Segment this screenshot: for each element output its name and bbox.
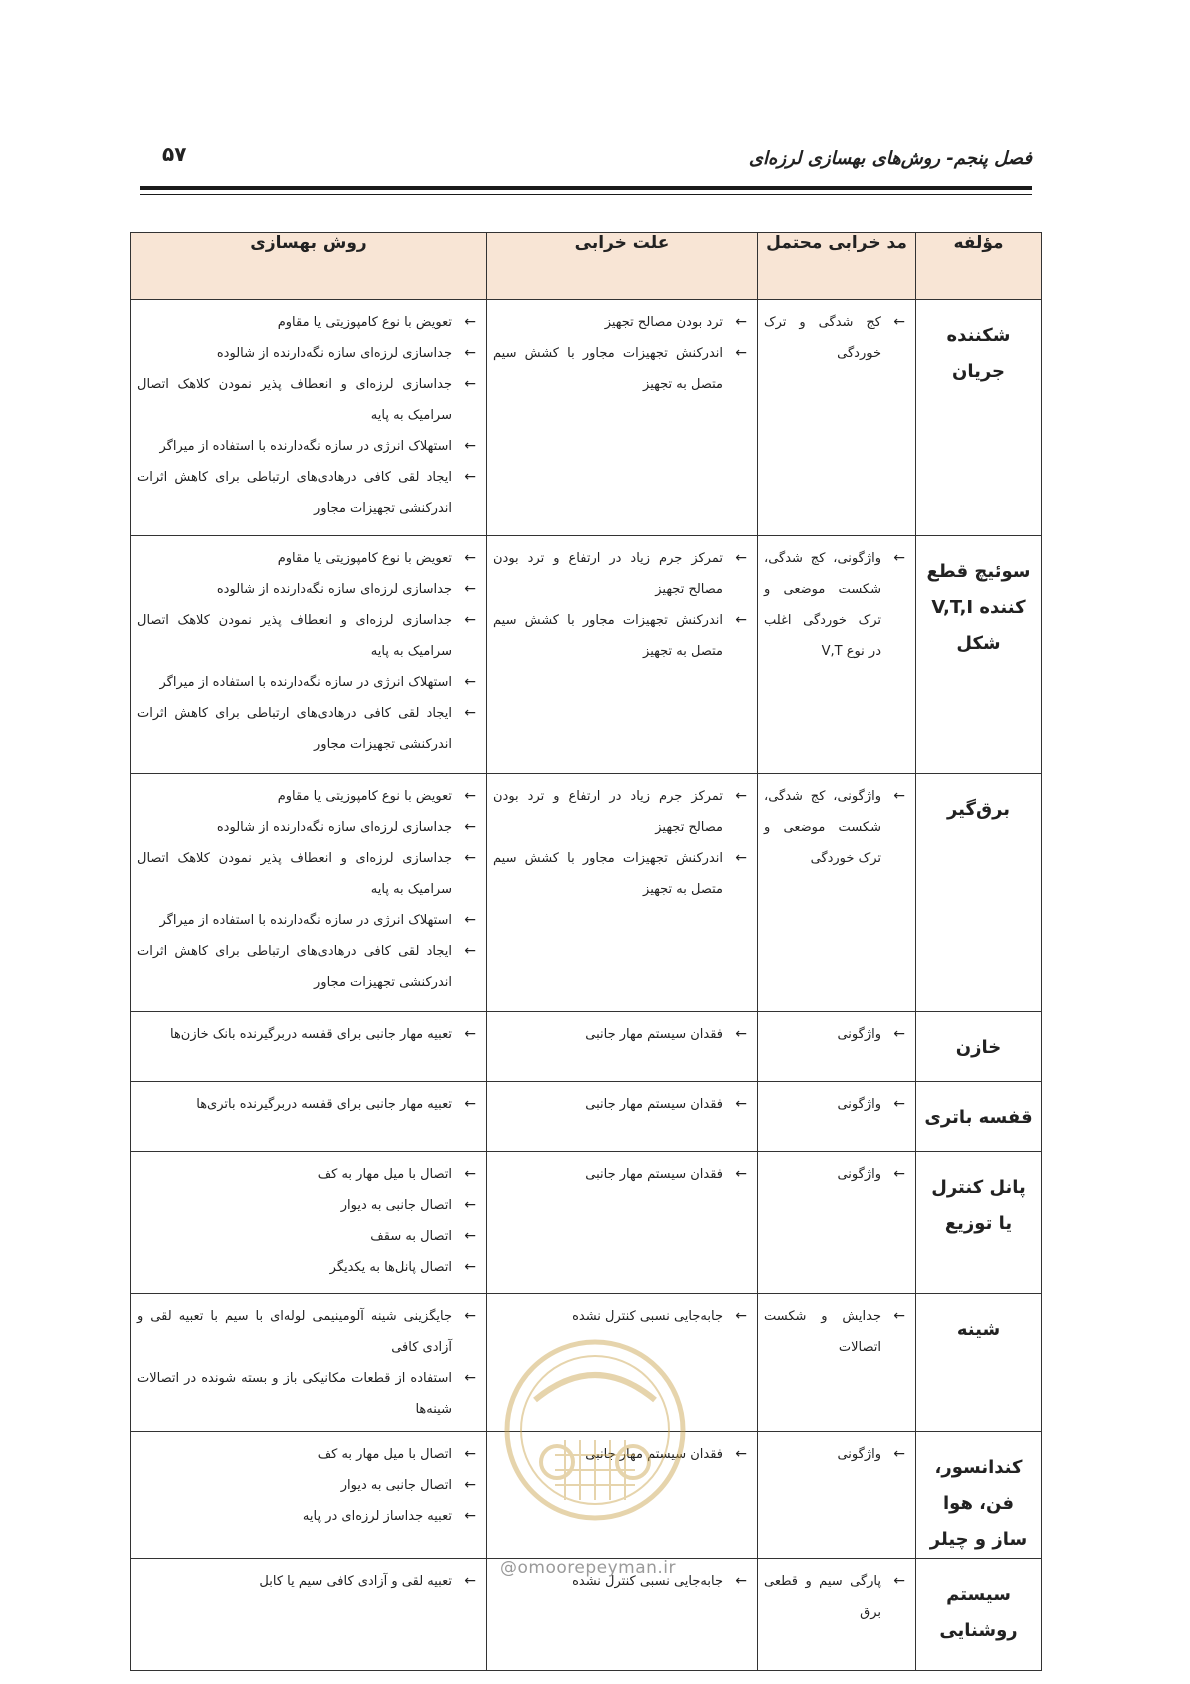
failure-mode-cell: [758, 1152, 916, 1294]
method-list: [131, 1012, 486, 1056]
list-item: [493, 307, 749, 338]
list-item: [137, 462, 478, 524]
failure-mode-list: [758, 774, 915, 880]
list-item: [764, 307, 907, 369]
table-row: [131, 1152, 1042, 1294]
arrow-left-icon: ←: [464, 1308, 476, 1324]
list-item: [493, 543, 749, 605]
author-label: خازن: [955, 1037, 1002, 1058]
cause-list: [487, 1012, 757, 1056]
table-row: [131, 1294, 1042, 1432]
arrow-left-icon: ←: [464, 819, 476, 835]
failure-mode-list: [758, 1432, 915, 1476]
list-item: [137, 1252, 478, 1283]
arrow-left-icon: ←: [464, 1166, 476, 1182]
arrow-left-icon: ←: [893, 1308, 905, 1324]
method-text: تعبیه جداساز لرزه‌ای در پایه: [302, 1509, 452, 1524]
cause-text: فقدان سیستم مهار جانبی: [585, 1167, 723, 1182]
list-item: [137, 338, 478, 369]
cause-list: [487, 536, 757, 673]
method-cell: [131, 1082, 487, 1152]
arrow-left-icon: ←: [464, 1573, 476, 1589]
method-text: تعویض با نوع کامپوزیتی یا مقاوم: [277, 789, 452, 804]
list-item: [137, 431, 478, 462]
failure-mode-text: واژگونی: [837, 1027, 881, 1042]
cause-text: تمرکز جرم زیاد در ارتفاع و ترد بودن مصالح تجهیز: [493, 551, 723, 597]
table-row: [131, 536, 1042, 774]
method-text: تعویض با نوع کامپوزیتی یا مقاوم: [277, 315, 452, 330]
cause-cell: [487, 1152, 758, 1294]
method-text: ایجاد لقی کافی درهادی‌های ارتباطی برای کاهش اثرات اندرکنشی تجهیزات مجاور: [137, 944, 452, 990]
list-item: [137, 1301, 478, 1363]
table-row: [131, 1012, 1042, 1082]
method-list: [131, 1432, 486, 1538]
method-list: [131, 1082, 486, 1126]
arrow-left-icon: ←: [464, 376, 476, 392]
failure-mode-cell: [758, 1294, 916, 1432]
arrow-left-icon: ←: [735, 1096, 747, 1112]
failure-mode-text: واژگونی، کج شدگی، شکست موضعی و ترک خوردگی اغلب در نوع V,T: [764, 551, 881, 659]
list-item: [137, 1159, 478, 1190]
watermark-text: @omoorepeyman.ir: [500, 1558, 677, 1578]
cause-list: [487, 300, 757, 406]
list-item: [137, 905, 478, 936]
method-text: تعبیه مهار جانبی برای قفسه دربرگیرنده بانک خازن‌ها: [169, 1027, 452, 1042]
method-text: جداسازی لرزه‌ای سازه نگه‌دارنده از شالوده: [216, 346, 452, 361]
arrow-left-icon: ←: [735, 1026, 747, 1042]
failure-mode-cell: [758, 300, 916, 536]
header-rule-thin: [140, 194, 1032, 195]
arrow-left-icon: ←: [893, 788, 905, 804]
cause-list: [487, 1294, 757, 1338]
arrow-left-icon: ←: [893, 1166, 905, 1182]
list-item: [137, 781, 478, 812]
list-item: [493, 781, 749, 843]
list-item: [764, 1566, 907, 1628]
failure-mode-list: [758, 1152, 915, 1196]
arrow-left-icon: ←: [464, 788, 476, 804]
author-label: قفسه باتری: [924, 1107, 1033, 1128]
list-item: [764, 781, 907, 874]
method-text: اتصال به سقف: [370, 1229, 452, 1244]
list-item: [137, 1363, 478, 1425]
author-cell: [916, 1294, 1042, 1432]
method-list: [131, 300, 486, 530]
method-cell: [131, 536, 487, 774]
table-header-row: [131, 233, 1042, 300]
method-list: [131, 1152, 486, 1289]
arrow-left-icon: ←: [735, 612, 747, 628]
method-text: جداسازی لرزه‌ای سازه نگه‌دارنده از شالوده: [216, 820, 452, 835]
failure-mode-text: واژگونی، کج شدگی، شکست موضعی و ترک خوردگی: [764, 789, 881, 866]
method-text: اتصال با میل مهار به کف: [317, 1167, 452, 1182]
arrow-left-icon: ←: [893, 1446, 905, 1462]
list-item: [764, 543, 907, 667]
failure-mode-text: واژگونی: [837, 1097, 881, 1112]
arrow-left-icon: ←: [464, 550, 476, 566]
cause-text: فقدان سیستم مهار جانبی: [585, 1097, 723, 1112]
method-cell: [131, 1294, 487, 1432]
list-item: [493, 1439, 749, 1470]
arrow-left-icon: ←: [464, 705, 476, 721]
method-cell: [131, 1152, 487, 1294]
arrow-left-icon: ←: [464, 1228, 476, 1244]
list-item: [493, 843, 749, 905]
column-header-method: روش بهسازی: [131, 233, 487, 300]
method-text: جداسازی لرزه‌ای و انعطاف پذیر نمودن کلاهک اتصال سرامیک به پایه: [137, 613, 452, 659]
table-row: [131, 1082, 1042, 1152]
cause-text: ترد بودن مصالح تجهیز: [604, 315, 723, 330]
list-item: [137, 605, 478, 667]
list-item: [137, 1019, 478, 1050]
arrow-left-icon: ←: [464, 1508, 476, 1524]
cause-cell: [487, 536, 758, 774]
method-text: تعبیه لقی و آزادی کافی سیم یا کابل: [259, 1574, 452, 1589]
cause-cell: [487, 1012, 758, 1082]
arrow-left-icon: ←: [464, 912, 476, 928]
failure-mode-cell: [758, 774, 916, 1012]
author-cell: [916, 1432, 1042, 1559]
method-cell: [131, 1432, 487, 1559]
author-cell: [916, 1559, 1042, 1671]
table-body: [131, 300, 1042, 1671]
table-row: [131, 1432, 1042, 1559]
method-text: اتصال با میل مهار به کف: [317, 1447, 452, 1462]
method-list: [131, 1559, 486, 1603]
arrow-left-icon: ←: [893, 1026, 905, 1042]
cause-list: [487, 1082, 757, 1126]
list-item: [764, 1089, 907, 1120]
arrow-left-icon: ←: [893, 1573, 905, 1589]
cause-text: اندرکنش تجهیزات مجاور با کشش سیم متصل به تجهیز: [493, 613, 723, 659]
arrow-left-icon: ←: [735, 850, 747, 866]
cause-list: [487, 774, 757, 911]
arrow-left-icon: ←: [464, 850, 476, 866]
cause-cell: [487, 300, 758, 536]
list-item: [137, 1470, 478, 1501]
list-item: [764, 1439, 907, 1470]
author-cell: [916, 1082, 1042, 1152]
method-text: استفاده از قطعات مکانیکی باز و بسته شونده در اتصالات شینه‌ها: [137, 1371, 452, 1417]
list-item: [493, 1301, 749, 1332]
cause-cell: [487, 1294, 758, 1432]
arrow-left-icon: ←: [464, 345, 476, 361]
arrow-left-icon: ←: [893, 550, 905, 566]
failure-mode-list: [758, 1012, 915, 1056]
arrow-left-icon: ←: [464, 1259, 476, 1275]
column-header-author: مؤلفه: [916, 233, 1042, 300]
author-label: برق‌گیر: [946, 799, 1011, 820]
method-cell: [131, 1559, 487, 1671]
method-cell: [131, 300, 487, 536]
arrow-left-icon: ←: [464, 1446, 476, 1462]
cause-cell: [487, 774, 758, 1012]
author-label: سوئیچ قطع کننده V,T,I شکل: [926, 561, 1031, 654]
arrow-left-icon: ←: [735, 1308, 747, 1324]
cause-text: جابه‌جایی نسبی کنترل نشده: [572, 1574, 723, 1589]
table-row: [131, 774, 1042, 1012]
author-label: پانل کنترل یا توزیع: [931, 1177, 1026, 1234]
remediation-table: [130, 232, 1042, 1671]
failure-mode-list: [758, 300, 915, 375]
failure-mode-text: جدایش و شکست اتصالات: [764, 1309, 881, 1355]
cause-text: فقدان سیستم مهار جانبی: [585, 1027, 723, 1042]
arrow-left-icon: ←: [464, 1197, 476, 1213]
arrow-left-icon: ←: [464, 581, 476, 597]
list-item: [493, 1019, 749, 1050]
header-rule-thick: [140, 186, 1032, 190]
cause-list: [487, 1432, 757, 1476]
table-row: [131, 300, 1042, 536]
author-cell: [916, 1012, 1042, 1082]
cause-list: [487, 1152, 757, 1196]
list-item: [764, 1301, 907, 1363]
list-item: [137, 667, 478, 698]
arrow-left-icon: ←: [464, 674, 476, 690]
cause-text: تمرکز جرم زیاد در ارتفاع و ترد بودن مصالح تجهیز: [493, 789, 723, 835]
arrow-left-icon: ←: [464, 943, 476, 959]
list-item: [764, 1019, 907, 1050]
cause-text: جابه‌جایی نسبی کنترل نشده: [572, 1309, 723, 1324]
arrow-left-icon: ←: [893, 314, 905, 330]
list-item: [493, 1089, 749, 1120]
author-cell: [916, 300, 1042, 536]
failure-mode-text: کج شدگی و ترک خوردگی: [764, 315, 881, 361]
column-header-cause: علت خرابی: [487, 233, 758, 300]
list-item: [137, 1501, 478, 1532]
failure-mode-cell: [758, 1082, 916, 1152]
failure-mode-list: [758, 1082, 915, 1126]
arrow-left-icon: ←: [464, 314, 476, 330]
method-text: ایجاد لقی کافی درهادی‌های ارتباطی برای کاهش اثرات اندرکنشی تجهیزات مجاور: [137, 470, 452, 516]
list-item: [137, 1439, 478, 1470]
list-item: [137, 369, 478, 431]
arrow-left-icon: ←: [735, 1573, 747, 1589]
arrow-left-icon: ←: [735, 550, 747, 566]
failure-mode-list: [758, 536, 915, 673]
list-item: [137, 843, 478, 905]
method-text: اتصال جانبی به دیوار: [340, 1198, 452, 1213]
method-text: جداسازی لرزه‌ای سازه نگه‌دارنده از شالوده: [216, 582, 452, 597]
arrow-left-icon: ←: [464, 1026, 476, 1042]
author-label: شینه: [956, 1319, 1001, 1340]
arrow-left-icon: ←: [464, 1370, 476, 1386]
arrow-left-icon: ←: [735, 1166, 747, 1182]
method-list: [131, 1294, 486, 1431]
author-cell: [916, 536, 1042, 774]
list-item: [137, 543, 478, 574]
cause-text: اندرکنش تجهیزات مجاور با کشش سیم متصل به تجهیز: [493, 346, 723, 392]
arrow-left-icon: ←: [464, 1096, 476, 1112]
list-item: [137, 812, 478, 843]
method-text: استهلاک انرژی در سازه نگه‌دارنده با استفاده از میراگر: [159, 439, 452, 454]
cause-text: فقدان سیستم مهار جانبی: [585, 1447, 723, 1462]
arrow-left-icon: ←: [464, 1477, 476, 1493]
list-item: [137, 1221, 478, 1252]
author-cell: [916, 774, 1042, 1012]
method-text: استهلاک انرژی در سازه نگه‌دارنده با استفاده از میراگر: [159, 675, 452, 690]
list-item: [764, 1159, 907, 1190]
arrow-left-icon: ←: [735, 788, 747, 804]
list-item: [493, 1159, 749, 1190]
cause-cell: [487, 1432, 758, 1559]
author-cell: [916, 1152, 1042, 1294]
failure-mode-text: واژگونی: [837, 1167, 881, 1182]
column-header-failure-mode: مد خرابی محتمل: [758, 233, 916, 300]
method-list: [131, 774, 486, 1004]
chapter-title: فصل پنجم- روش‌های بهسازی لرزه‌ای: [748, 148, 1032, 169]
failure-mode-list: [758, 1559, 915, 1634]
author-label: سیستم روشنایی: [939, 1584, 1018, 1641]
method-text: استهلاک انرژی در سازه نگه‌دارنده با استفاده از میراگر: [159, 913, 452, 928]
failure-mode-text: پارگی سیم و قطعی برق: [764, 1574, 881, 1620]
method-text: اتصال پانل‌ها به یکدیگر: [329, 1260, 452, 1275]
author-label: شکننده جریان: [946, 325, 1011, 382]
failure-mode-cell: [758, 1432, 916, 1559]
arrow-left-icon: ←: [464, 469, 476, 485]
cause-text: اندرکنش تجهیزات مجاور با کشش سیم متصل به تجهیز: [493, 851, 723, 897]
arrow-left-icon: ←: [464, 438, 476, 454]
method-text: تعویض با نوع کامپوزیتی یا مقاوم: [277, 551, 452, 566]
method-list: [131, 536, 486, 766]
list-item: [137, 936, 478, 998]
list-item: [137, 1089, 478, 1120]
failure-mode-cell: [758, 1559, 916, 1671]
method-cell: [131, 774, 487, 1012]
list-item: [493, 338, 749, 400]
list-item: [137, 1566, 478, 1597]
method-text: ایجاد لقی کافی درهادی‌های ارتباطی برای کاهش اثرات اندرکنشی تجهیزات مجاور: [137, 706, 452, 752]
arrow-left-icon: ←: [735, 314, 747, 330]
list-item: [493, 605, 749, 667]
list-item: [137, 574, 478, 605]
arrow-left-icon: ←: [464, 612, 476, 628]
author-label: کندانسور، فن، هوا ساز و چیلر: [929, 1457, 1028, 1550]
failure-mode-cell: [758, 1012, 916, 1082]
method-text: تعبیه مهار جانبی برای قفسه دربرگیرنده باتری‌ها: [196, 1097, 452, 1112]
failure-mode-text: واژگونی: [837, 1447, 881, 1462]
list-item: [137, 1190, 478, 1221]
page-number: ۵۷: [162, 142, 187, 166]
cause-cell: [487, 1082, 758, 1152]
failure-mode-cell: [758, 536, 916, 774]
method-text: جداسازی لرزه‌ای و انعطاف پذیر نمودن کلاهک اتصال سرامیک به پایه: [137, 377, 452, 423]
arrow-left-icon: ←: [893, 1096, 905, 1112]
method-text: جداسازی لرزه‌ای و انعطاف پذیر نمودن کلاهک اتصال سرامیک به پایه: [137, 851, 452, 897]
arrow-left-icon: ←: [735, 1446, 747, 1462]
failure-mode-list: [758, 1294, 915, 1369]
list-item: [137, 698, 478, 760]
method-text: اتصال جانبی به دیوار: [340, 1478, 452, 1493]
list-item: [137, 307, 478, 338]
arrow-left-icon: ←: [735, 345, 747, 361]
method-text: جایگزینی شینه آلومینیمی لوله‌ای با سیم با تعبیه لقی و آزادی کافی: [137, 1309, 452, 1355]
method-cell: [131, 1012, 487, 1082]
page-header: [140, 138, 1032, 198]
